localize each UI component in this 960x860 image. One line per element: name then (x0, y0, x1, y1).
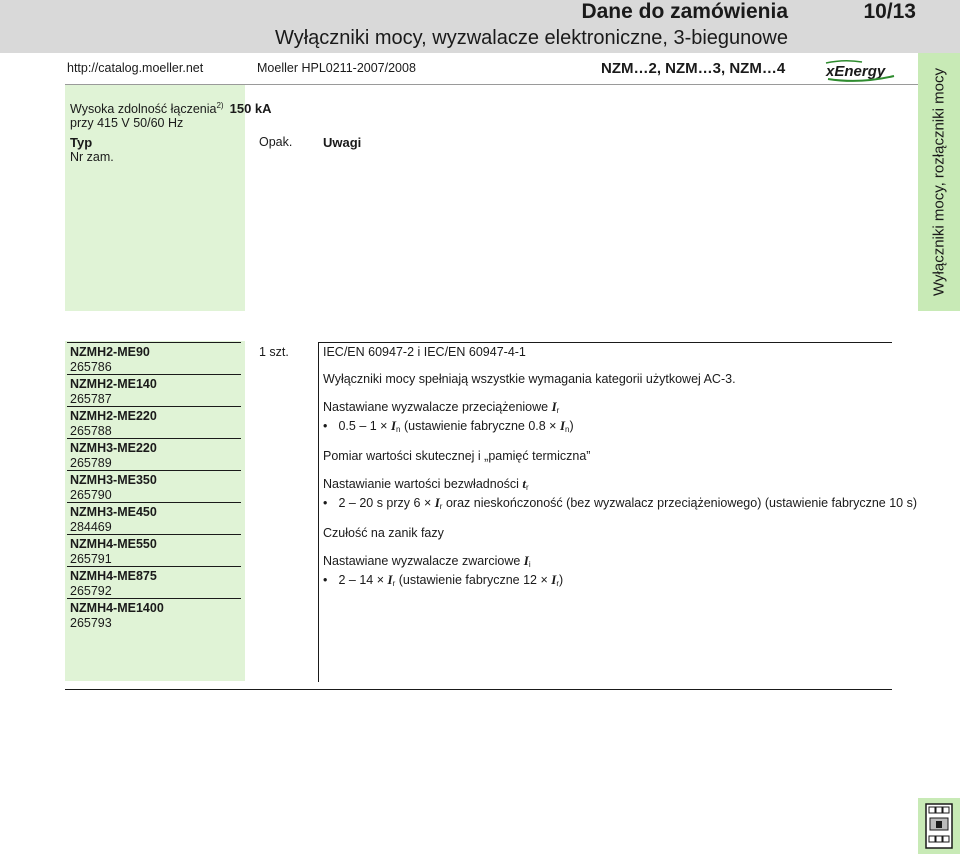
delay-title: Nastawianie wartości bezwładności $t_r$ (323, 476, 529, 492)
product-order-number: 265792 (70, 584, 112, 598)
product-order-number: 265788 (70, 424, 112, 438)
product-order-number: 265791 (70, 552, 112, 566)
catalog-reference: Moeller HPL0211-2007/2008 (257, 61, 416, 75)
overload-bullet: • $0.5 - 1 \times I_n$ (ustawienie fabryczne $0.8 \times I_n$) (323, 418, 893, 437)
page-title: Dane do zamówienia (581, 0, 788, 23)
catalog-url-link[interactable]: http://catalog.moeller.net (67, 61, 204, 75)
capacity-label: Wysoka zdolność łączenia$^{2)}$ 150 kA (70, 101, 272, 117)
product-type: NZMH3-ME450 (70, 505, 157, 519)
product-order-number: 265786 (70, 360, 112, 374)
product-type: NZMH3-ME350 (70, 473, 157, 487)
product-type: NZMH4-ME1400 (70, 601, 164, 615)
product-order-number: 265787 (70, 392, 112, 406)
short-circuit-bullet: • $2 - 14 \times I_r$ (ustawienie fabryczne $12 \times I_r$) (323, 572, 893, 591)
delay-bullet: • 2 – 20 s przy $6 \times I_r$ oraz nieskończoność (bez wyzwalacz przeciążeniowego) (ustawienie fabryczne 10 s) (323, 495, 893, 514)
product-row[interactable] (67, 566, 241, 598)
overload-title: Nastawiane wyzwalacze przeciążeniowe $I_r$ (323, 399, 560, 415)
short-circuit-title: Nastawiane wyzwalacze zwarciowe $I_i$ (323, 553, 531, 569)
product-row[interactable] (67, 342, 241, 374)
category-note: Wyłączniki mocy spełniają wszystkie wymagania kategorii użytkowej AC-3. (323, 372, 736, 386)
product-order-number: 265790 (70, 488, 112, 502)
product-list (67, 342, 241, 630)
product-type: NZMH4-ME550 (70, 537, 157, 551)
notes-column-heading: Uwagi (323, 135, 362, 150)
logo-text: xEnergy (826, 63, 886, 80)
page-subtitle: Wyłączniki mocy, wyzwalacze elektroniczne, 3-biegunowe (275, 27, 788, 49)
capacity-conditions: przy 415 V 50/60 Hz (70, 116, 184, 130)
product-order-number: 265789 (70, 456, 112, 470)
notes-top-rule (318, 342, 892, 343)
product-row[interactable] (67, 598, 241, 630)
type-column-heading: Typ (70, 135, 93, 150)
product-row[interactable] (67, 374, 241, 406)
product-row[interactable] (67, 406, 241, 438)
notes-block (323, 345, 918, 591)
product-type: NZMH3-ME220 (70, 441, 157, 455)
product-row[interactable] (67, 534, 241, 566)
product-order-number: 284469 (70, 520, 112, 534)
series-label: NZM…2, NZM…3, NZM…4 (601, 60, 786, 77)
product-type: NZMH4-ME875 (70, 569, 157, 583)
capacity-value: 150 kA (229, 101, 272, 117)
notes-column-divider (318, 342, 319, 682)
product-type: NZMH2-ME140 (70, 377, 157, 391)
xenergy-logo (824, 59, 896, 83)
product-order-number: 265793 (70, 616, 112, 630)
phase-loss-note: Czułość na zanik fazy (323, 526, 444, 540)
standard-note: IEC/EN 60947-2 i IEC/EN 60947-4-1 (323, 345, 526, 359)
product-type: NZMH2-ME220 (70, 409, 157, 423)
pack-quantity: 1 szt. (259, 345, 289, 359)
page-number: 10/13 (863, 0, 916, 23)
section-side-tab-label: Wyłączniki mocy, rozłączniki mocy (930, 68, 948, 296)
product-row[interactable] (67, 438, 241, 470)
product-row[interactable] (67, 502, 241, 534)
rms-note: Pomiar wartości skutecznej i „pamięć termiczna” (323, 449, 591, 463)
product-row[interactable] (67, 470, 241, 502)
circuit-breaker-icon[interactable] (918, 798, 960, 854)
order-number-column-heading: Nr zam. (70, 150, 114, 164)
product-type: NZMH2-ME90 (70, 345, 150, 359)
pack-column-heading: Opak. (259, 135, 293, 149)
table-bottom-rule (65, 689, 892, 690)
